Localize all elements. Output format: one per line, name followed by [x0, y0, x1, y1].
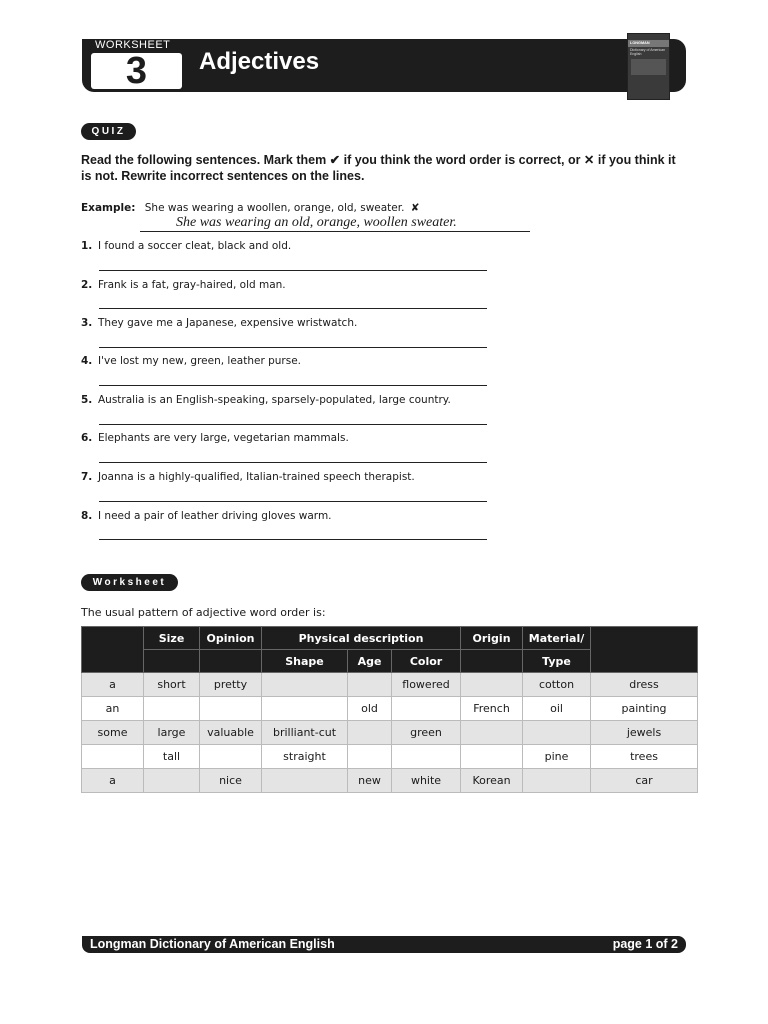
example-sentence: She was wearing a woollen, orange, old, sweater.: [144, 202, 405, 214]
header-physical-description: Physical description: [262, 627, 461, 650]
table-cell: [461, 673, 523, 697]
header-article: [82, 627, 144, 673]
table-cell: dress: [591, 673, 698, 697]
table-cell: large: [144, 721, 200, 745]
header-noun: [591, 627, 698, 673]
table-cell: short: [144, 673, 200, 697]
table-cell: [348, 721, 392, 745]
worksheet-label: WORKSHEET: [95, 39, 171, 51]
question-8: [81, 510, 332, 522]
quiz-pill: QUIZ: [81, 123, 136, 140]
question-number: 3.: [81, 317, 93, 329]
question-number: 5.: [81, 394, 93, 406]
header-opinion-blank: [200, 650, 262, 673]
table-cell: a: [82, 673, 144, 697]
table-cell: straight: [262, 745, 348, 769]
table-cell: [461, 721, 523, 745]
question-number: 2.: [81, 279, 93, 291]
table-cell: [523, 721, 591, 745]
question-6: [81, 432, 349, 444]
example-label: Example:: [81, 202, 136, 214]
table-cell: jewels: [591, 721, 698, 745]
table-cell: [262, 673, 348, 697]
answer-line-7[interactable]: [99, 501, 487, 502]
answer-line-4[interactable]: [99, 385, 487, 386]
question-number: 1.: [81, 240, 93, 252]
answer-line-5[interactable]: [99, 424, 487, 425]
question-text: I've lost my new, green, leather purse.: [98, 355, 302, 367]
table-cell: Korean: [461, 769, 523, 793]
header-size-blank: [144, 650, 200, 673]
table-cell: valuable: [200, 721, 262, 745]
table-cell: old: [348, 697, 392, 721]
table-cell: [461, 745, 523, 769]
table-cell: a: [82, 769, 144, 793]
question-number: 6.: [81, 432, 93, 444]
table-cell: [392, 697, 461, 721]
table-row: [82, 721, 698, 745]
quiz-instructions: Read the following sentences. Mark them ✔ if you think the word order is correct, or ✕ if you think it is not. Rewrite incorrect sentences on the lines.: [81, 153, 676, 183]
table-cell: white: [392, 769, 461, 793]
question-text: Australia is an English-speaking, sparsely-populated, large country.: [98, 394, 451, 406]
table-cell: [200, 745, 262, 769]
question-7: [81, 471, 415, 483]
header-origin: Origin: [461, 627, 523, 650]
example-answer: She was wearing an old, orange, woollen sweater.: [176, 215, 457, 230]
table-cell: [262, 697, 348, 721]
footer-bar: [82, 936, 686, 953]
table-cell: car: [591, 769, 698, 793]
table-cell: green: [392, 721, 461, 745]
question-2: [81, 279, 286, 291]
question-text: I need a pair of leather driving gloves warm.: [98, 510, 332, 522]
table-cell: nice: [200, 769, 262, 793]
table-cell: an: [82, 697, 144, 721]
question-5: [81, 394, 451, 406]
table-cell: [523, 769, 591, 793]
table-cell: cotton: [523, 673, 591, 697]
table-cell: tall: [144, 745, 200, 769]
table-cell: [348, 673, 392, 697]
table-row: [82, 673, 698, 697]
page-indicator: page 1 of 2: [612, 937, 678, 951]
table-cell: [200, 697, 262, 721]
header-type: Type: [523, 650, 591, 673]
header-material: Material/: [523, 627, 591, 650]
pattern-text: The usual pattern of adjective word order is:: [81, 606, 326, 619]
example-line: [81, 202, 420, 214]
header-age: Age: [348, 650, 392, 673]
answer-line-8[interactable]: [99, 539, 487, 540]
book-cover-art: [631, 59, 666, 75]
question-text: Frank is a fat, gray-haired, old man.: [98, 279, 286, 291]
question-text: Elephants are very large, vegetarian mammals.: [98, 432, 349, 444]
table-cell: French: [461, 697, 523, 721]
question-text: I found a soccer cleat, black and old.: [98, 240, 292, 252]
page-title: Adjectives: [199, 48, 320, 75]
footer-title: Longman Dictionary of American English: [90, 937, 335, 951]
table-cell: [144, 697, 200, 721]
header-shape: Shape: [262, 650, 348, 673]
table-cell: pine: [523, 745, 591, 769]
question-number: 7.: [81, 471, 93, 483]
table-cell: [392, 745, 461, 769]
answer-line-2[interactable]: [99, 308, 487, 309]
table-cell: [82, 745, 144, 769]
table-cell: brilliant-cut: [262, 721, 348, 745]
example-answer-line: [140, 231, 530, 232]
worksheet-number: 3: [91, 53, 182, 89]
cross-mark-icon: ✘: [410, 202, 420, 214]
table-cell: painting: [591, 697, 698, 721]
question-4: [81, 355, 301, 367]
book-cover-image: [627, 33, 670, 100]
header-size: Size: [144, 627, 200, 650]
table-cell: flowered: [392, 673, 461, 697]
table-cell: [348, 745, 392, 769]
table-cell: [144, 769, 200, 793]
table-row: [82, 769, 698, 793]
table-cell: trees: [591, 745, 698, 769]
header-color: Color: [392, 650, 461, 673]
question-1: [81, 240, 291, 252]
answer-line-1[interactable]: [99, 270, 487, 271]
table-cell: [262, 769, 348, 793]
table-cell: pretty: [200, 673, 262, 697]
question-text: They gave me a Japanese, expensive wristwatch.: [98, 317, 358, 329]
answer-line-3[interactable]: [99, 347, 487, 348]
table-row: [82, 697, 698, 721]
question-number: 4.: [81, 355, 93, 367]
header-origin-blank: [461, 650, 523, 673]
adjective-order-table: [81, 626, 698, 793]
table-row: [82, 745, 698, 769]
header-opinion: Opinion: [200, 627, 262, 650]
table-cell: some: [82, 721, 144, 745]
question-text: Joanna is a highly-qualified, Italian-trained speech therapist.: [98, 471, 415, 483]
book-title: LONGMAN: [628, 40, 669, 47]
table-cell: new: [348, 769, 392, 793]
worksheet-pill: Worksheet: [81, 574, 178, 591]
question-3: [81, 317, 357, 329]
answer-line-6[interactable]: [99, 462, 487, 463]
book-subtitle: Dictionary of American English: [630, 48, 666, 56]
question-number: 8.: [81, 510, 93, 522]
table-cell: oil: [523, 697, 591, 721]
